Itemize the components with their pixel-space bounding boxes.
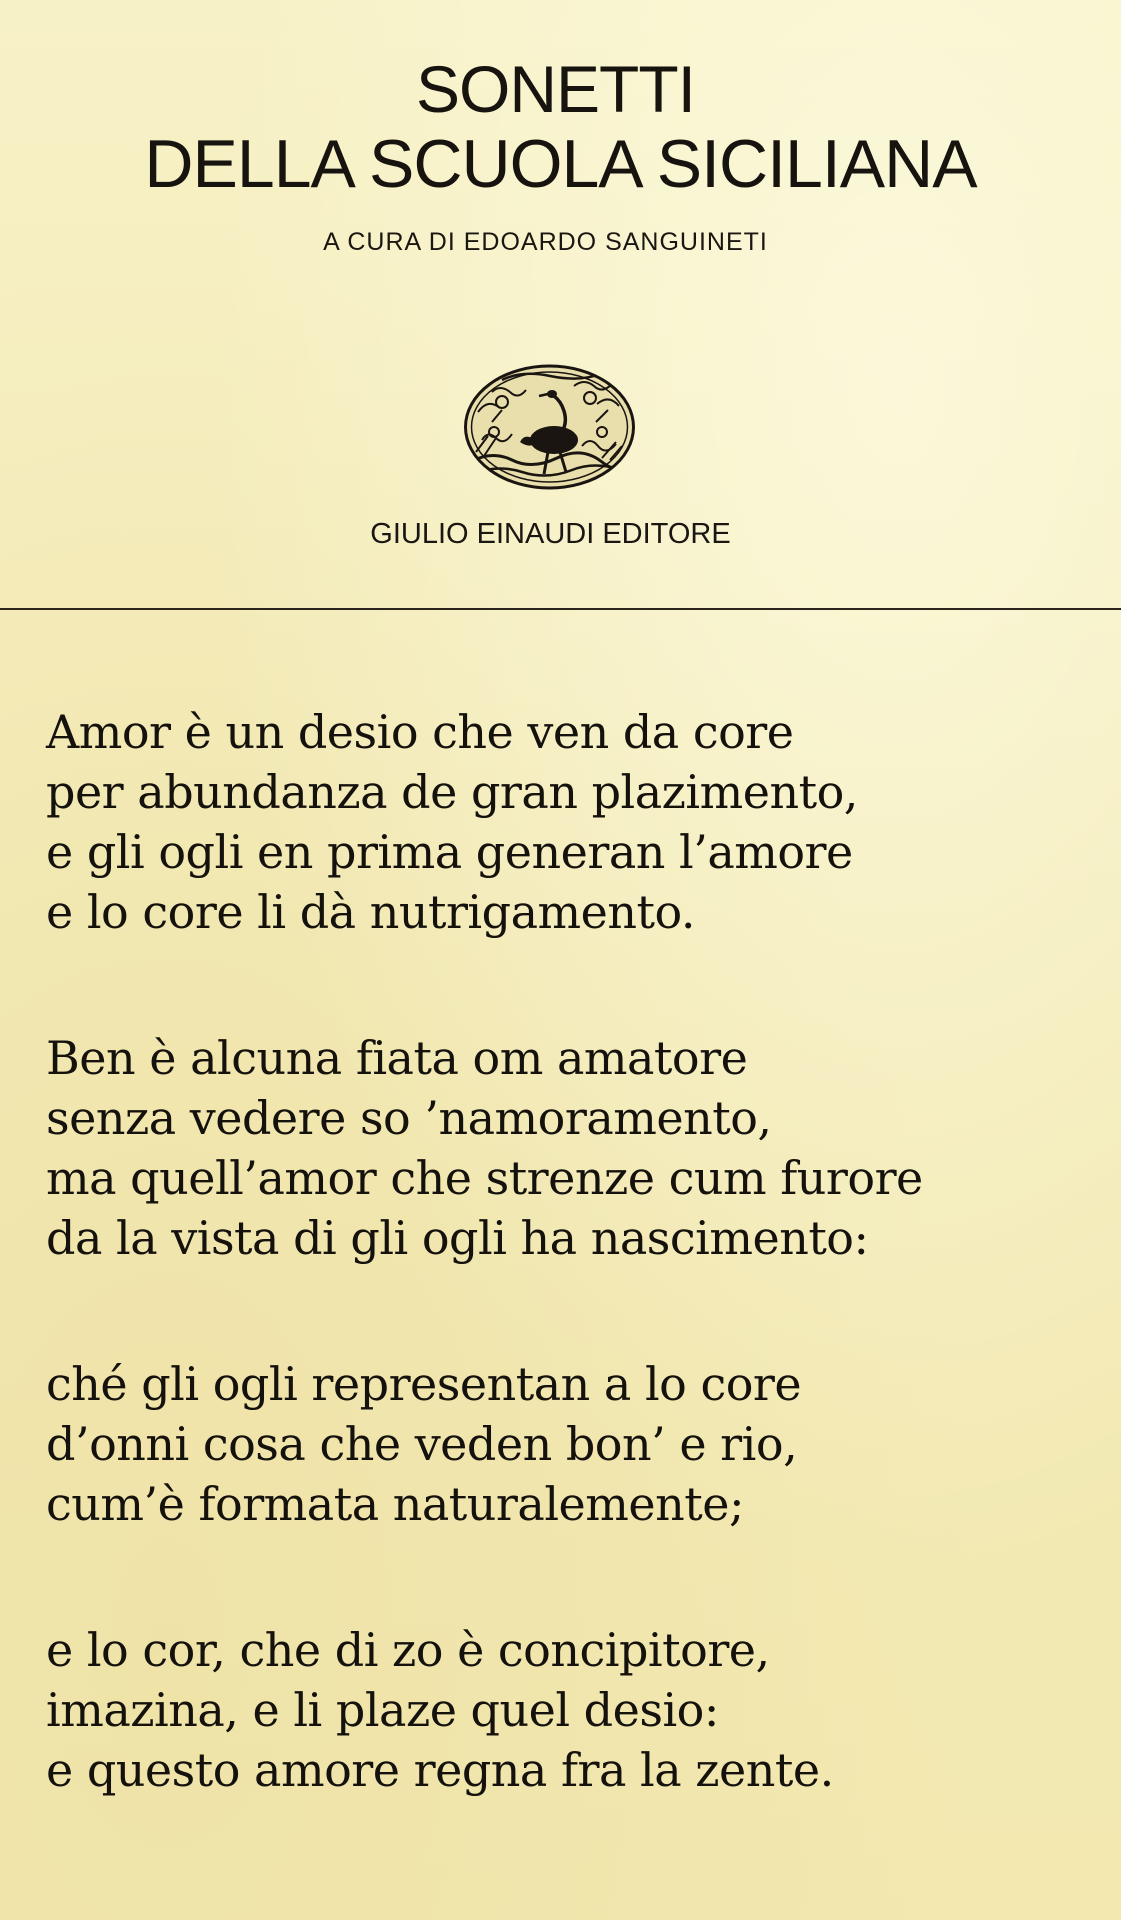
einaudi-ostrich-emblem-icon — [462, 362, 637, 492]
verse-line: d’onni cosa che veden bon’ e rio, — [46, 1417, 798, 1471]
verse-line: imazina, e li plaze quel desio: — [46, 1683, 719, 1737]
verse-line: e gli ogli en prima generan l’amore — [46, 825, 853, 879]
poem — [46, 702, 1106, 1800]
stanza-2 — [46, 1028, 1106, 1268]
stanza-1 — [46, 702, 1106, 942]
verse-line: cum’è formata naturalemente; — [46, 1477, 744, 1531]
verse-line: senza vedere so ’namoramento, — [46, 1091, 772, 1145]
verse-line: Ben è alcuna fiata om amatore — [46, 1031, 748, 1085]
verse-line: e lo cor, che di zo è concipitore, — [46, 1623, 770, 1677]
publisher-name: GIULIO EINAUDI EDITORE — [370, 518, 731, 550]
editor-credit: A CURA DI EDOARDO SANGUINETI — [323, 228, 768, 256]
verse-line: da la vista di gli ogli ha nascimento: — [46, 1211, 869, 1265]
divider-line — [0, 608, 1121, 610]
verse-line: e questo amore regna fra la zente. — [46, 1743, 834, 1797]
verse-line: ché gli ogli representan a lo core — [46, 1357, 802, 1411]
verse-line: ma quell’amor che strenze cum furore — [46, 1151, 923, 1205]
verse-line: Amor è un desio che ven da core — [46, 705, 794, 759]
title-line-1: SONETTI — [415, 52, 695, 126]
stanza-3 — [46, 1354, 1106, 1534]
verse-line: per abundanza de gran plazimento, — [46, 765, 858, 819]
stanza-4 — [46, 1620, 1106, 1800]
title-line-2: DELLA SCUOLA SICILIANA — [144, 126, 977, 202]
verse-line: e lo core li dà nutrigamento. — [46, 885, 695, 939]
